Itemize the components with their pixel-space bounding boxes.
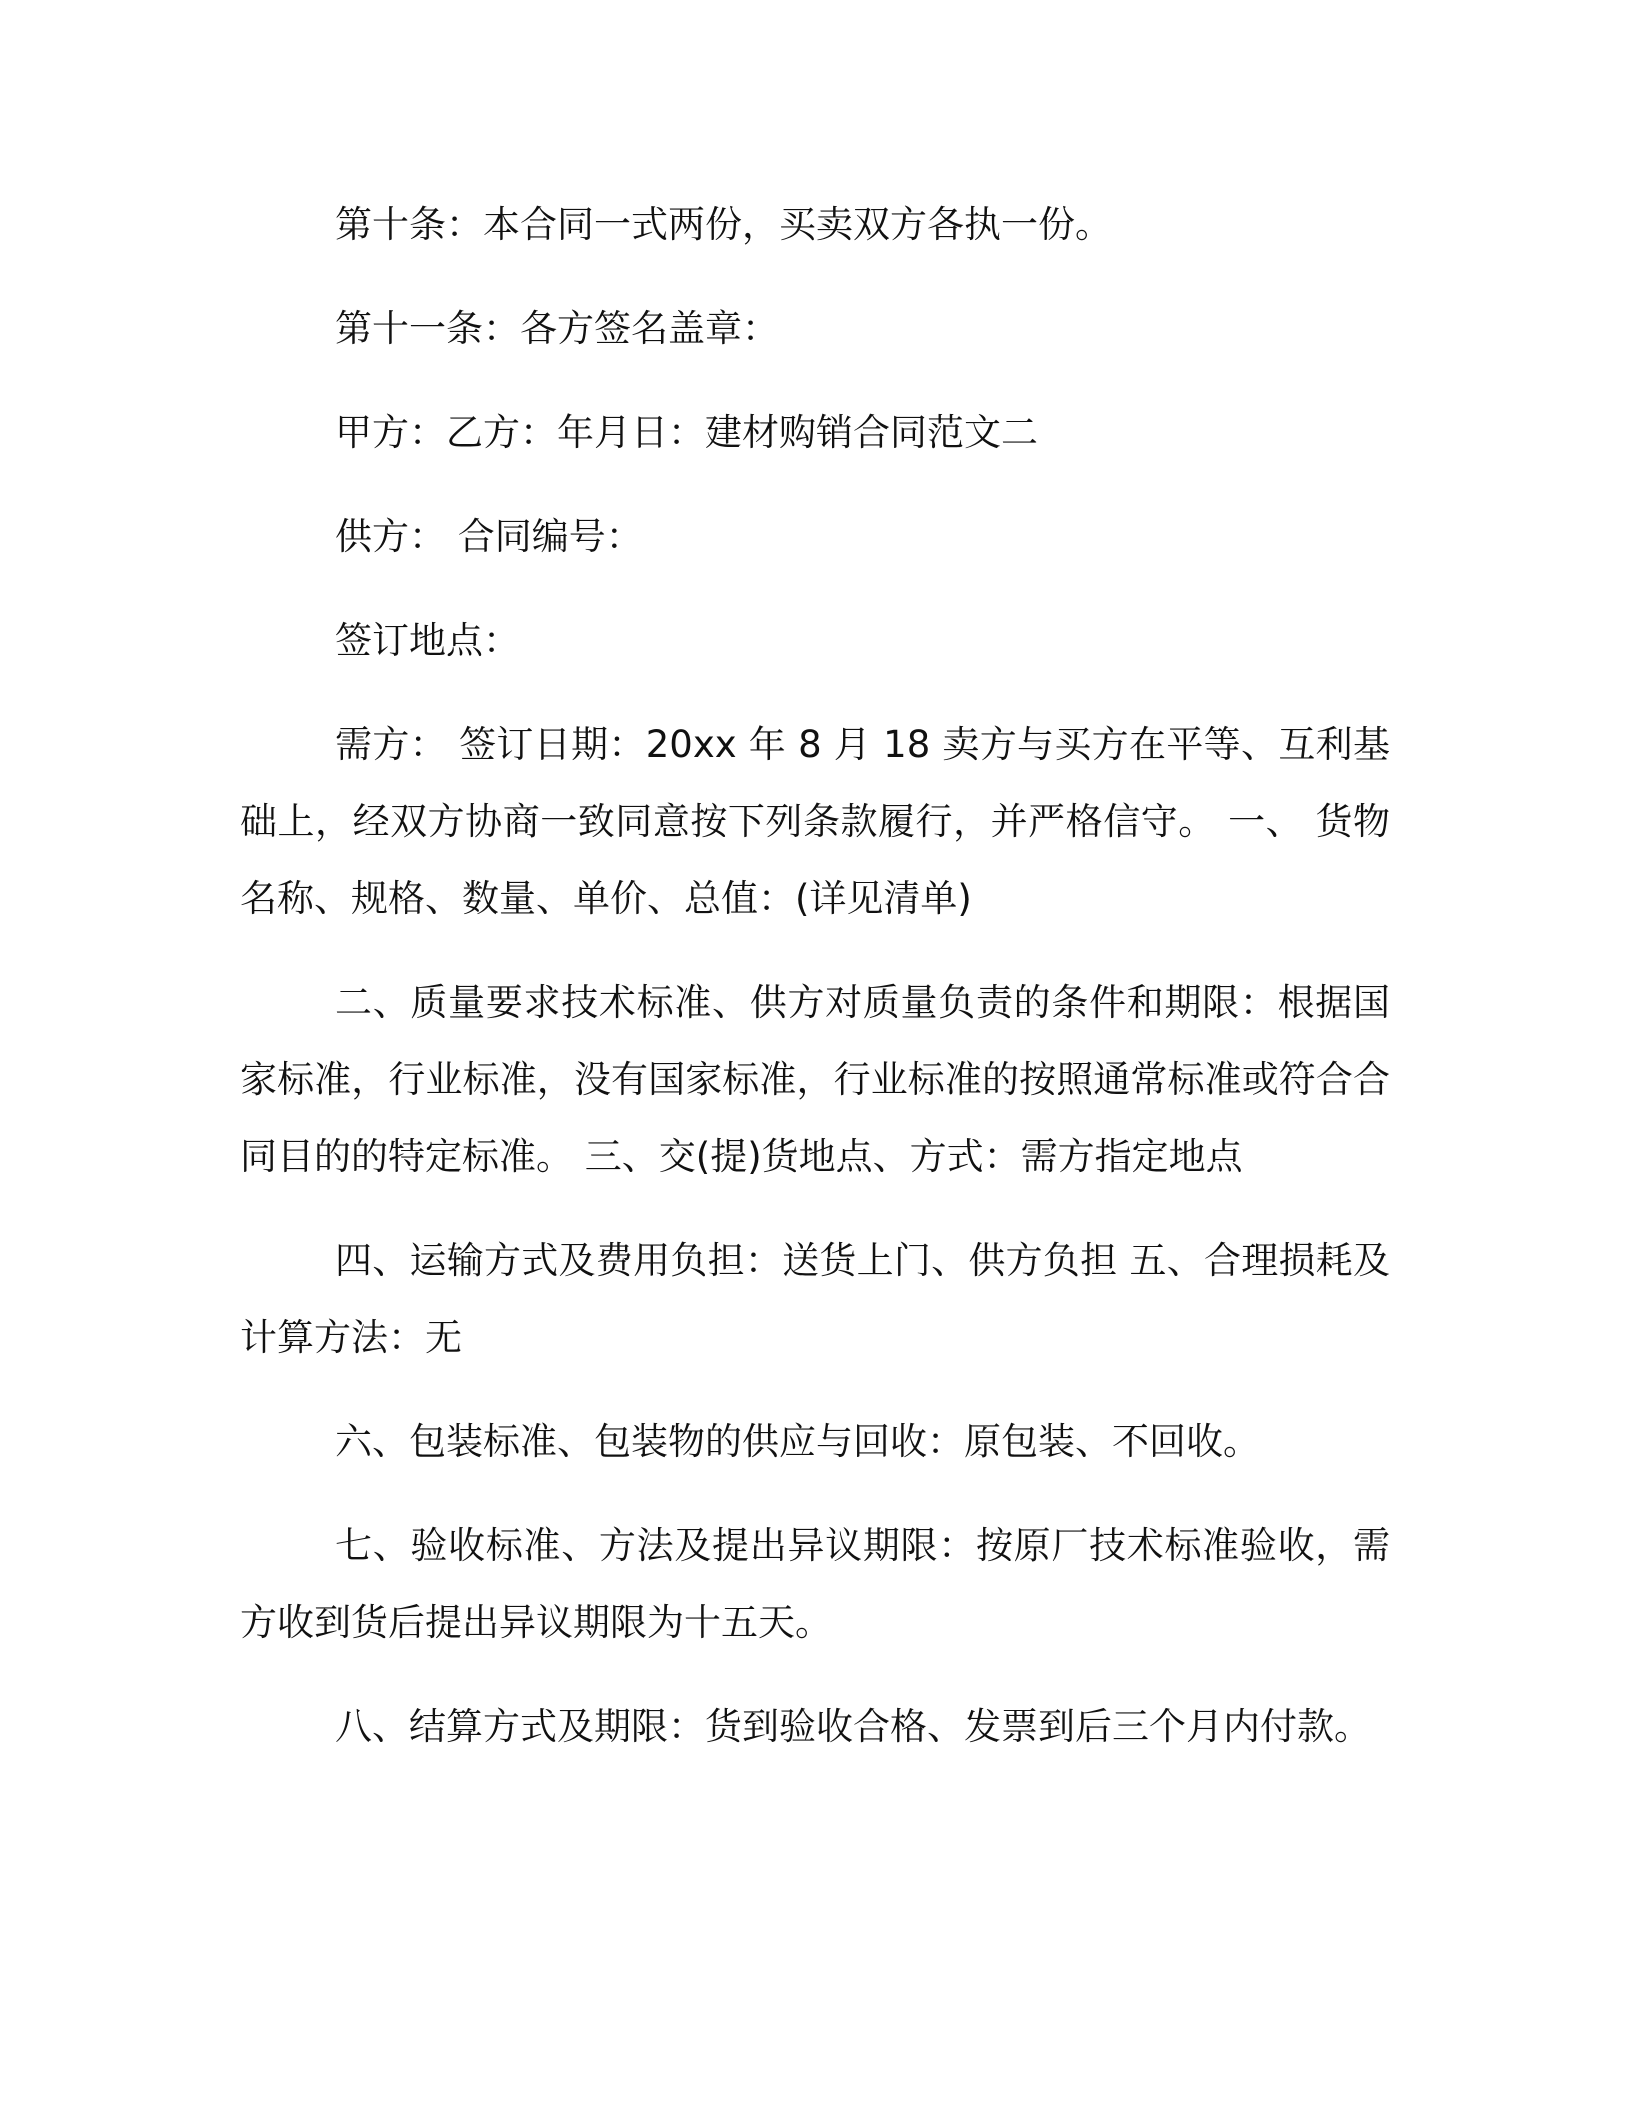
- paragraph-signing-place: 签订地点：: [335, 619, 520, 662]
- paragraph-quality-delivery: 二、质量要求技术标准、供方对质量负责的条件和期限：根据国家标准，行业标准，没有国家标准，行业标准的按照通常标准或符合合同目的的特定标准。 三、交(提)货地点、方式：需方指定地点: [240, 981, 1390, 1178]
- paragraph-supplier-contract-no: 供方： 合同编号：: [335, 515, 643, 558]
- paragraph-parties-date: 甲方：乙方：年月日：建材购销合同范文二: [335, 411, 1038, 454]
- paragraph-buyer-signing-date: 需方： 签订日期：20xx 年 8 月 18 卖方与买方在平等、互利基础上，经双方协商一致同意按下列条款履行，并严格信守。 一、 货物名称、规格、数量、单价、总值：(详见清单): [240, 723, 1390, 920]
- document-body: [240, 186, 1390, 1792]
- paragraph-settlement: 八、结算方式及期限：货到验收合格、发票到后三个月内付款。: [335, 1705, 1371, 1748]
- paragraph-transport-loss: 四、运输方式及费用负担：送货上门、供方负担 五、合理损耗及计算方法：无: [240, 1239, 1390, 1359]
- paragraph-clause-10: 第十条：本合同一式两份，买卖双方各执一份。: [335, 203, 1112, 246]
- paragraph-packaging: 六、包装标准、包装物的供应与回收：原包装、不回收。: [335, 1420, 1260, 1463]
- paragraph-acceptance: 七、验收标准、方法及提出异议期限：按原厂技术标准验收，需方收到货后提出异议期限为十五天。: [240, 1524, 1390, 1644]
- paragraph-clause-11: 第十一条：各方签名盖章：: [335, 307, 779, 350]
